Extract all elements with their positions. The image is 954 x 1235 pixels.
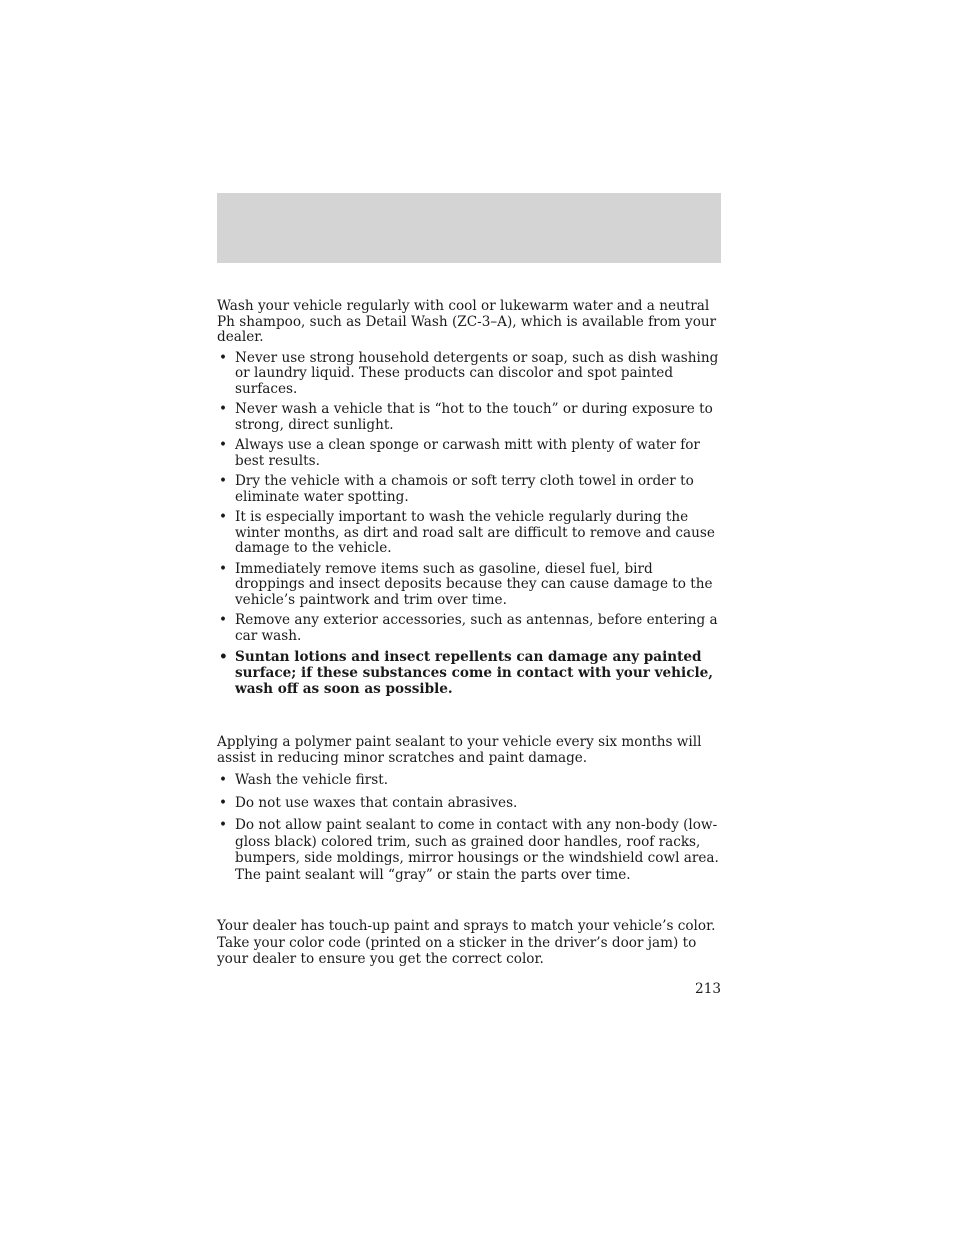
- touchup-text: Your dealer has touch-up paint and sprays to match your vehicle’s color. Take your color code (printed on a sticker in the driver’s door jam) to your dealer to ensure you get the correct color.: [217, 918, 716, 967]
- washing-intro: Wash your vehicle regularly with cool or lukewarm water and a neutral Ph shampoo, such as Detail Wash (ZC-3–A), which is available from your dealer.: [217, 298, 717, 345]
- list-item: • Do not allow paint sealant to come in contact with any non-body (low-gloss black) colored trim, such as grained door handles, roof racks, bumpers, side moldings, mirror housings or the windshield cowl area. The paint sealant will “gray” or stain the parts over time.: [217, 817, 721, 883]
- warning-item: • Suntan lotions and insect repellents can damage any painted surface; if these substances come in contact with your vehicle, wash off as soon as possible.: [217, 649, 721, 697]
- sealant-section: [217, 734, 721, 883]
- sealant-intro: Applying a polymer paint sealant to your vehicle every six months will assist in reducing minor scratches and paint damage.: [217, 734, 702, 766]
- section-header-band: [217, 193, 721, 263]
- washing-bullet-list: [217, 351, 721, 698]
- list-item: • Never wash a vehicle that is “hot to the touch” or during exposure to strong, direct sunlight.: [217, 402, 721, 433]
- washing-section: [217, 299, 721, 697]
- page-number: 213: [695, 981, 721, 997]
- sealant-bullet-list: [217, 772, 721, 883]
- touchup-section: [217, 918, 721, 968]
- page-content: [217, 299, 721, 968]
- list-item: • Always use a clean sponge or carwash mitt with plenty of water for best results.: [217, 438, 721, 469]
- list-item: • Dry the vehicle with a chamois or soft terry cloth towel in order to eliminate water spotting.: [217, 474, 721, 505]
- list-item: • It is especially important to wash the vehicle regularly during the winter months, as dirt and road salt are difficult to remove and cause damage to the vehicle.: [217, 510, 721, 557]
- list-item: • Do not use waxes that contain abrasives.: [217, 795, 721, 812]
- list-item: • Never use strong household detergents or soap, such as dish washing or laundry liquid. These products can discolor and spot painted surfaces.: [217, 351, 721, 398]
- list-item: • Remove any exterior accessories, such as antennas, before entering a car wash.: [217, 613, 721, 644]
- list-item: • Immediately remove items such as gasoline, diesel fuel, bird droppings and insect deposits because they can cause damage to the vehicle’s paintwork and trim over time.: [217, 562, 721, 609]
- list-item: • Wash the vehicle first.: [217, 772, 721, 789]
